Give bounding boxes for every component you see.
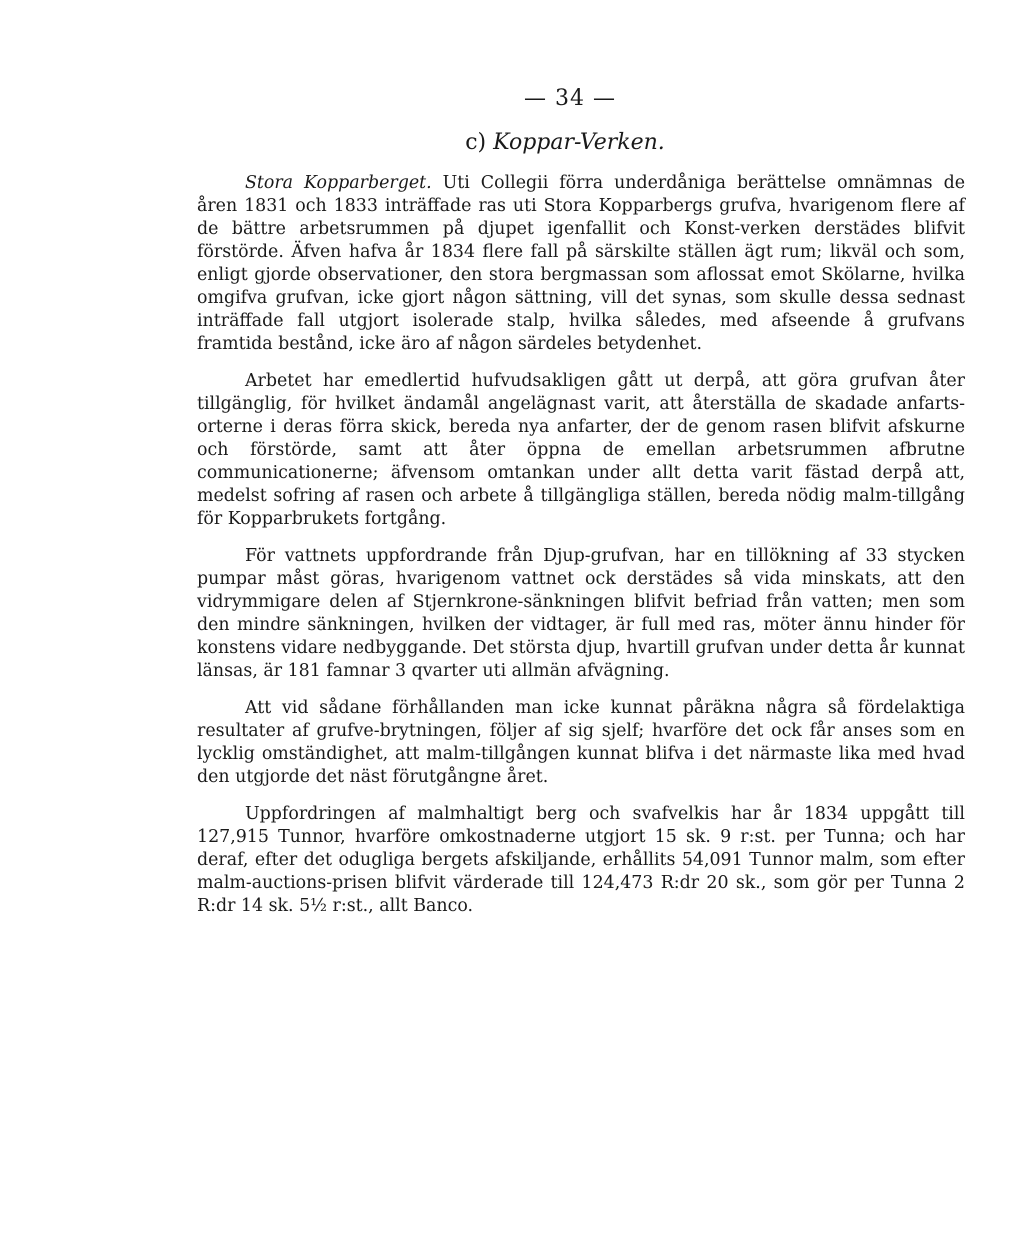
paragraph-text: Arbetet har emedlertid hufvudsakligen gått ut derpå, att göra grufvan åter tillgänglig, för hvilket ändamål angelägnast varit, att återställa de skadade anfarts-orterne i deras förra skick, bereda nya anfarter, der de genom rasen blifvit afskurne och förstörde, samt att åter öppna de emellan arbetsrummen afbrutne communicationerne; äfvensom omtankan under allt detta varit fästad derpå att, medelst sofring af rasen och arbete å tillgängliga ställen, bereda nödig malm-tillgång för Kopparbrukets fortgång.	[197, 371, 965, 529]
paragraph-text: För vattnets uppfordrande från Djup-grufvan, har en tillökning af 33 stycken pumpar måst göras, hvarigenom vattnet ock derstädes så vida minskats, att den vidrymmigare delen af Stjernkrone-sänkningen blifvit befriad från vatten; men som den mindre sänkningen, hvilken der vidtager, är full med ras, möter ännu hinder för konstens vidare nedbyggande. Det största djup, hvartill grufvan under detta år kunnat länsas, är 181 famnar 3 qvarter uti allmän afvägning.	[197, 546, 965, 681]
paragraph-3	[197, 545, 965, 683]
paragraph-lead: Stora Kopparberget.	[245, 173, 432, 193]
body-text	[197, 172, 965, 932]
paragraph-5	[197, 803, 965, 918]
paragraph-4	[197, 697, 965, 789]
section-heading	[0, 130, 1024, 155]
paragraph-2	[197, 370, 965, 531]
page-number: — 34 —	[524, 86, 616, 111]
paragraph-text: Uppfordringen af malmhaltigt berg och svafvelkis har år 1834 uppgått till 127,915 Tunnor, hvarföre omkostnaderne utgjort 15 sk. 9 r:st. per Tunna; och har deraf, efter det odugliga bergets afskiljande, erhållits 54,091 Tunnor malm, som efter malm-auctions-prisen blifvit värderade till 124,473 R:dr 20 sk., som gör per Tunna 2 R:dr 14 sk. 5½ r:st., allt Banco.	[197, 804, 965, 916]
paragraph-text: Uti Collegii förra underdåniga berättelse omnämnas de åren 1831 och 1833 inträffade ras uti Stora Kopparbergs grufva, hvarigenom flere af de bättre arbetsrummen på djupet igenfallit och Konst-verken derstädes blifvit förstörde. Äfven hafva år 1834 flere fall på särskilte ställen ägt rum; likväl och som, enligt gjorde observationer, den stora bergmassan som aflossat emot Skölarne, hvilka omgifva grufvan, icke gjort någon sättning, vill det synas, som skulle dessa sednast inträffade fall utgjort isolerade stalp, hvilka således, med afseende å grufvans framtida bestånd, icke äro af någon särdeles betydenhet.	[197, 173, 966, 354]
section-marker: c)	[465, 130, 487, 155]
section-title: Koppar-Verken.	[493, 130, 665, 155]
paragraph-1	[197, 172, 965, 356]
paragraph-text: Att vid sådane förhållanden man icke kunnat påräkna några så fördelaktiga resultater af grufve-brytningen, följer af sig sjelf; hvarföre det ock får anses som en lycklig omständighet, att malm-tillgången kunnat blifva i det närmaste lika med hvad den utgjorde det näst förutgångne året.	[197, 698, 965, 787]
